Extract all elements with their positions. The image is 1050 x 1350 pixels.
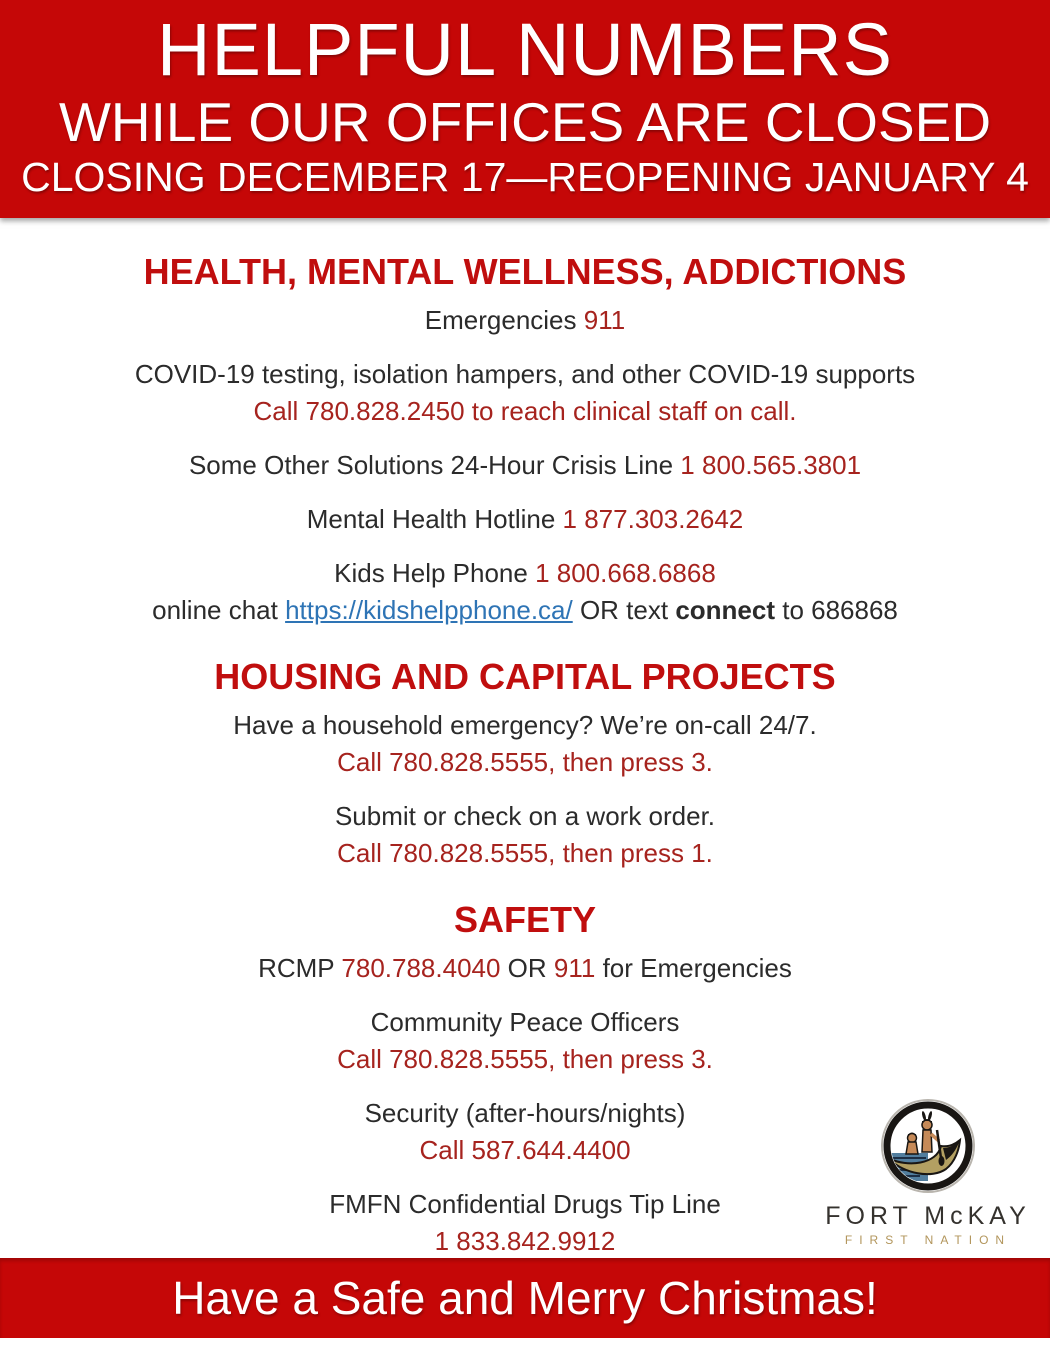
work-order-group xyxy=(0,798,1050,872)
mental-health-number: 1 877.303.2642 xyxy=(562,504,744,534)
crisis-line xyxy=(0,447,1050,484)
covid-call-line: Call 780.828.2450 to reach clinical staff on call. xyxy=(253,396,797,426)
emergencies-number: 911 xyxy=(583,305,626,335)
kids-help-number: 1 800.668.6868 xyxy=(535,558,716,588)
drugs-tip-number: 1 833.842.9912 xyxy=(434,1226,616,1256)
chat-prefix: online chat xyxy=(152,595,286,625)
footer-banner xyxy=(0,1258,1050,1338)
flyer-subtitle: WHILE OUR OFFICES ARE CLOSED xyxy=(58,91,992,153)
household-emergency-group xyxy=(0,707,1050,781)
housing-section-title: HOUSING AND CAPITAL PROJECTS xyxy=(214,656,836,697)
logo-subtitle: FIRST NATION xyxy=(844,1233,1012,1247)
logo-name: FORT McKAY xyxy=(825,1202,1031,1230)
closure-dates-line: CLOSING DECEMBER 17—REOPENING JANUARY 4 xyxy=(21,154,1029,200)
section-housing xyxy=(0,655,1050,872)
household-emergency-line: Have a household emergency? We’re on-call 24/7. xyxy=(233,710,817,740)
drugs-tip-line: FMFN Confidential Drugs Tip Line xyxy=(329,1189,721,1219)
rcmp-label: RCMP xyxy=(258,953,342,983)
security-call: Call 587.644.4400 xyxy=(419,1135,631,1165)
rcmp-or: OR xyxy=(500,953,554,983)
security-line: Security (after-hours/nights) xyxy=(364,1098,686,1128)
kids-chat-line xyxy=(0,592,1050,629)
flyer-title: HELPFUL NUMBERS xyxy=(157,8,893,91)
mental-health-label: Mental Health Hotline xyxy=(306,504,563,534)
covid-supports-line: COVID-19 testing, isolation hampers, and other COVID-19 supports xyxy=(134,359,916,389)
rcmp-line xyxy=(0,950,1050,987)
rcmp-number: 780.788.4040 xyxy=(341,953,501,983)
header-banner xyxy=(0,0,1050,218)
emergencies-label: Emergencies xyxy=(424,305,584,335)
chat-suffix: to 686868 xyxy=(775,595,898,625)
chat-middle: OR text xyxy=(572,595,676,625)
peace-officers-line: Community Peace Officers xyxy=(370,1007,680,1037)
household-emergency-call: Call 780.828.5555, then press 3. xyxy=(337,747,713,777)
kidshelpphone-link[interactable]: https://kidshelpphone.ca/ xyxy=(285,595,573,625)
kids-help-group xyxy=(0,555,1050,629)
fort-mckay-logo-icon xyxy=(878,1096,978,1196)
crisis-line-number: 1 800.565.3801 xyxy=(680,450,862,480)
health-section-title: HEALTH, MENTAL WELLNESS, ADDICTIONS xyxy=(143,251,907,292)
rcmp-suffix: for Emergencies xyxy=(595,953,792,983)
work-order-line: Submit or check on a work order. xyxy=(334,801,716,831)
peace-officers-call: Call 780.828.5555, then press 3. xyxy=(337,1044,713,1074)
fort-mckay-logo xyxy=(808,1096,1048,1247)
peace-officers-group xyxy=(0,1004,1050,1078)
safety-section-title: SAFETY xyxy=(453,899,596,940)
crisis-line-label: Some Other Solutions 24-Hour Crisis Line xyxy=(188,450,681,480)
emergencies-line xyxy=(0,302,1050,339)
covid-group xyxy=(0,356,1050,430)
footer-message: Have a Safe and Merry Christmas! xyxy=(172,1272,878,1324)
rcmp-911: 911 xyxy=(553,953,596,983)
section-health xyxy=(0,250,1050,629)
kids-help-line xyxy=(0,555,1050,592)
mental-health-line xyxy=(0,501,1050,538)
chat-keyword: connect xyxy=(675,595,775,625)
kids-help-label: Kids Help Phone xyxy=(334,558,536,588)
work-order-call: Call 780.828.5555, then press 1. xyxy=(337,838,713,868)
